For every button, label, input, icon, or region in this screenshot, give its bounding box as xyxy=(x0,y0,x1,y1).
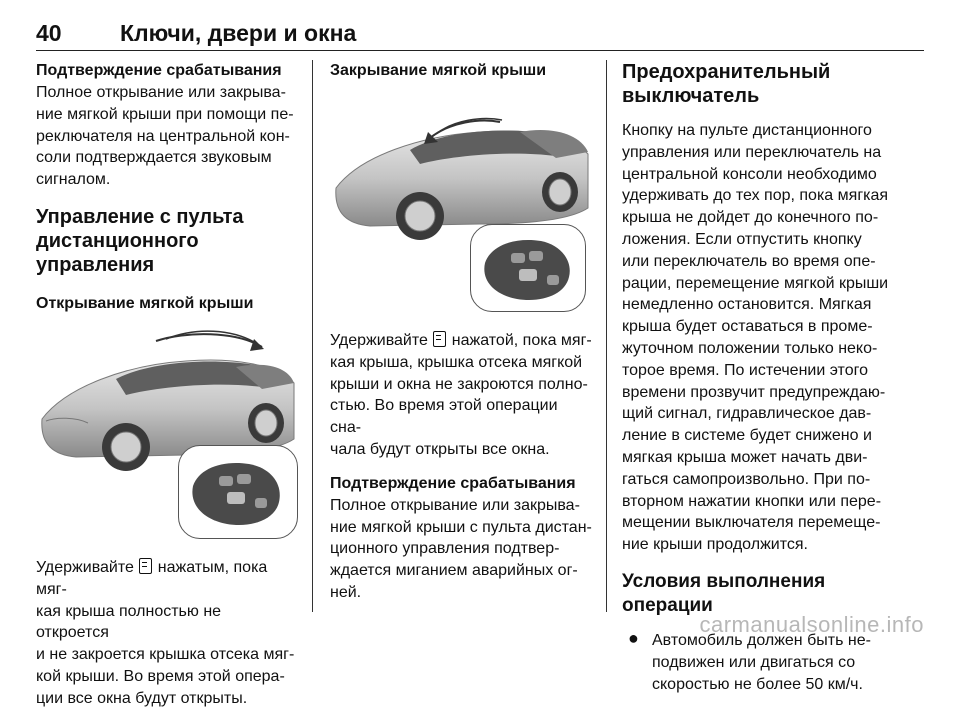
close-heading: Закрывание мягкой крыши xyxy=(330,62,547,79)
column-3 xyxy=(622,60,892,695)
confirm-paragraph: Полное открывание или закрыва- ние мягкой крыши при помощи пе- реключателя на центральной кон- соли подтверждается звуковым сигналом. xyxy=(36,84,294,189)
remote-heading: Управление с пульта дистанционного управления xyxy=(36,205,244,276)
confirm-heading: Подтверждение срабатывания xyxy=(36,62,282,79)
conditions-list xyxy=(622,627,892,695)
column-1 xyxy=(36,60,298,710)
close-paragraph: Удерживайте нажатой, пока мяг- кая крыша, крышка отсека мягкой крыши и окна не закроются полно- стью. Во время этой операции сна- чала будут открыты все окна. xyxy=(330,332,592,458)
list-item: ● Автомобиль должен быть не- подвижен или двигаться со скоростью не более 50 км/ч. xyxy=(628,627,871,693)
page-number: 40 xyxy=(36,20,62,46)
key-fob-inset xyxy=(470,224,586,312)
page-header xyxy=(36,18,924,51)
convertible-close-illustration xyxy=(330,92,592,314)
watermark: carmanualsonline.info xyxy=(699,612,924,637)
conditions-heading: Условия выполнения операции xyxy=(622,570,826,616)
column-2 xyxy=(330,60,592,604)
confirm-heading: Подтверждение срабатывания xyxy=(330,474,576,492)
column-divider xyxy=(312,60,313,612)
column-divider xyxy=(606,60,607,612)
chapter-title: Ключи, двери и окна xyxy=(120,20,357,46)
soft-top-button-icon xyxy=(433,331,446,347)
soft-top-button-icon xyxy=(139,558,152,574)
convertible-open-illustration xyxy=(36,327,298,545)
open-heading: Открывание мягкой крыши xyxy=(36,294,254,312)
key-fob-inset xyxy=(178,445,298,539)
key-fob-icon xyxy=(471,225,585,311)
bullet-icon: ● xyxy=(628,627,639,648)
confirm-paragraph: Полное открывание или закрыва- ние мягкой крыши с пульта дистан- ционного управления подтвер- ждается миганием аварийных ог- ней. xyxy=(330,496,592,601)
key-fob-icon xyxy=(179,446,297,538)
safety-paragraph: Кнопку на пульте дистанционного управления или переключатель на центральной консоли необходимо удерживать до тех пор, пока мягкая крыша не дойдет до конечного по- ложения. Если отпустить кнопку или переключатель во время опе- рации, перемещение мягкой крыши немедленно остановится. Мягкая крыша будет оставаться в проме- жуточном положении только неко- торое время. По истечении этого времени прозвучит предупреждаю- щий сигнал, гидравлическое дав- ление в системе будет снижено и мягкая крыша может начать дви- гаться самопроизвольно. При по- вторном нажатии кнопки или пере- мещении выключателя перемеще- ние крыши продолжится. xyxy=(622,122,889,554)
open-paragraph: Удерживайте нажатым, пока мяг- кая крыша полностью не откроется и не закроется крышка отсека мяг- кой крыши. Во время этой опера- ции все окна будут открыты. xyxy=(36,558,295,707)
safety-switch-heading: Предохранительный выключатель xyxy=(622,61,831,107)
